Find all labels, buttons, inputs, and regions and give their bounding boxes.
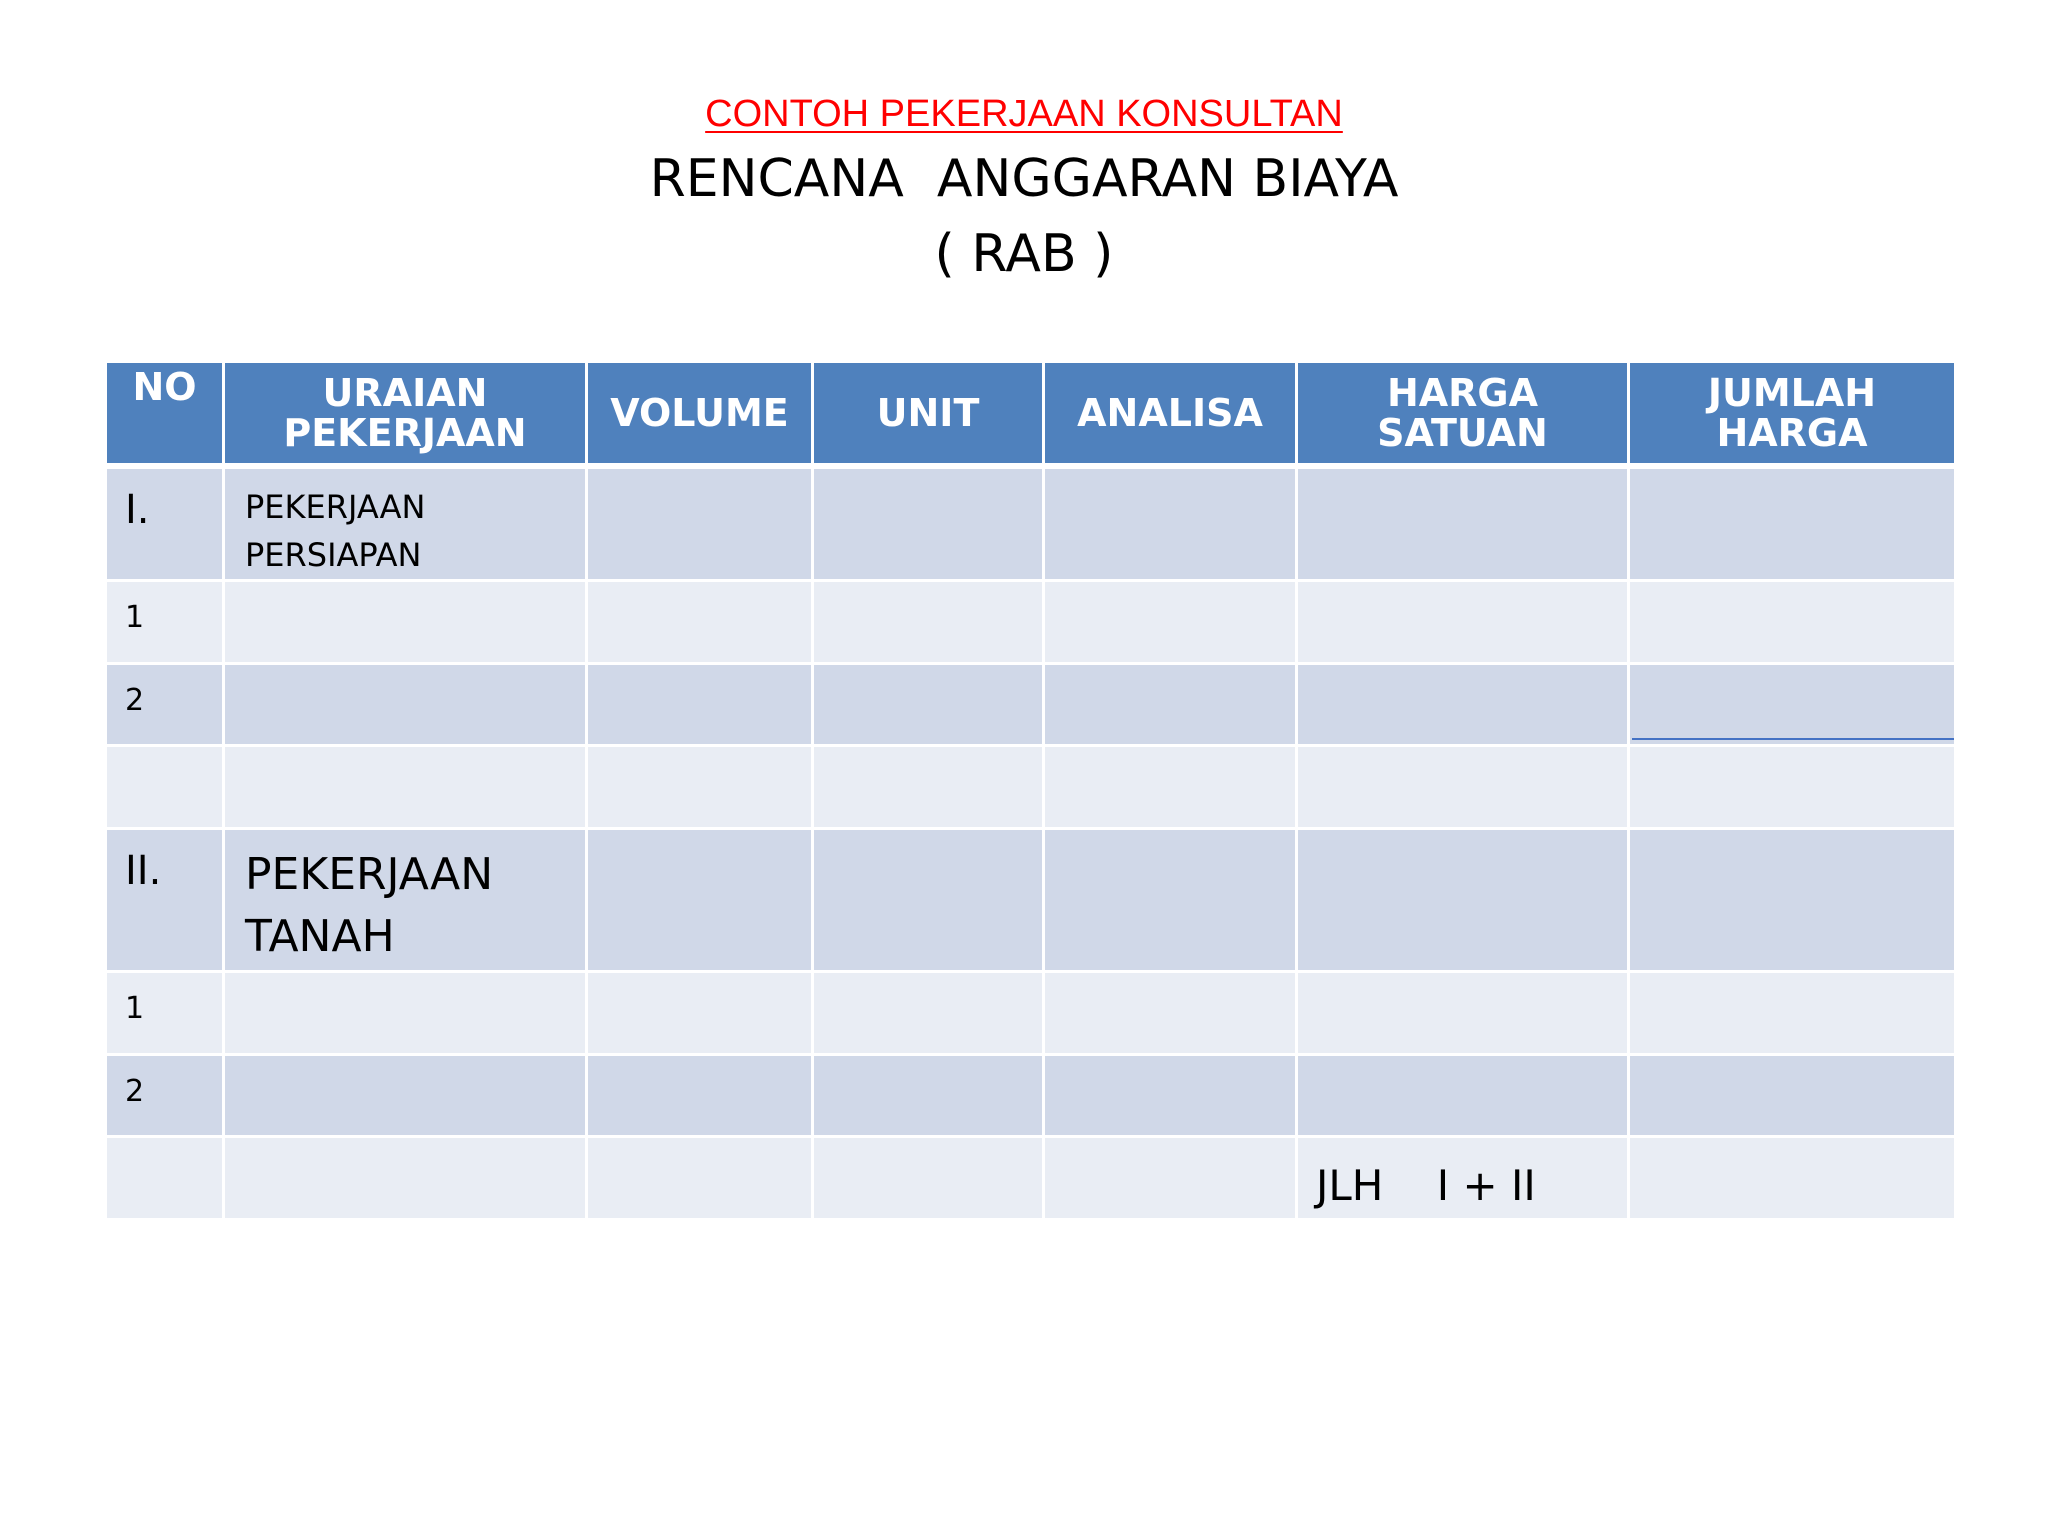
- cell-volume: [587, 1054, 813, 1136]
- table-row: [106, 1054, 1956, 1136]
- cell-volume: [587, 828, 813, 971]
- cell-jumlah-harga: [1629, 466, 1956, 581]
- table-row-section-1: [106, 466, 1956, 581]
- cell-volume: [587, 745, 813, 828]
- cell-unit: [813, 580, 1044, 663]
- table-row: [106, 971, 1956, 1054]
- cell-no: 1: [106, 971, 224, 1054]
- slide-subtitle: CONTOH PEKERJAAN KONSULTAN: [705, 93, 1343, 135]
- cell-jumlah-harga: [1629, 745, 1956, 828]
- cell-no: I.: [106, 466, 224, 581]
- cell-uraian: [224, 1136, 587, 1219]
- cell-uraian: [224, 745, 587, 828]
- cell-no: [106, 1136, 224, 1219]
- table-row: [106, 745, 1956, 828]
- underline-mark: [1632, 738, 1954, 740]
- header-unit: UNIT: [813, 362, 1044, 466]
- cell-no: 1: [106, 580, 224, 663]
- cell-harga-satuan: [1297, 828, 1629, 971]
- cell-analisa: [1044, 663, 1297, 745]
- table-row: [106, 580, 1956, 663]
- cell-no: 2: [106, 663, 224, 745]
- cell-harga-satuan: [1297, 971, 1629, 1054]
- cell-harga-satuan: [1297, 663, 1629, 745]
- cell-jumlah-harga: [1629, 1136, 1956, 1219]
- cell-uraian: [224, 580, 587, 663]
- cell-analisa: [1044, 1136, 1297, 1219]
- header-uraian-pekerjaan: URAIAN PEKERJAAN: [224, 362, 587, 466]
- cell-unit: [813, 1136, 1044, 1219]
- cell-jumlah-harga: [1629, 1054, 1956, 1136]
- slide-title-line-1: RENCANA ANGGARAN BIAYA: [649, 149, 1399, 209]
- cell-jumlah-harga: [1629, 971, 1956, 1054]
- cell-jumlah-harga: [1629, 663, 1956, 745]
- table-header-row: [106, 362, 1956, 466]
- cell-unit: [813, 745, 1044, 828]
- cell-uraian: PEKERJAAN TANAH: [224, 828, 587, 971]
- header-harga-satuan: HARGA SATUAN: [1297, 362, 1629, 466]
- cell-volume: [587, 1136, 813, 1219]
- table-row-section-2: [106, 828, 1956, 971]
- slide-title-line-2: ( RAB ): [934, 224, 1114, 284]
- cell-jumlah-harga: [1629, 828, 1956, 971]
- rab-table: [104, 360, 1957, 1221]
- cell-analisa: [1044, 971, 1297, 1054]
- header-analisa: ANALISA: [1044, 362, 1297, 466]
- cell-volume: [587, 971, 813, 1054]
- table-row: [106, 663, 1956, 745]
- cell-analisa: [1044, 745, 1297, 828]
- table-row-total: [106, 1136, 1956, 1219]
- cell-harga-satuan: [1297, 1054, 1629, 1136]
- cell-analisa: [1044, 466, 1297, 581]
- cell-analisa: [1044, 580, 1297, 663]
- cell-no: 2: [106, 1054, 224, 1136]
- cell-total-label: JLH I + II: [1297, 1136, 1629, 1219]
- cell-no: [106, 745, 224, 828]
- cell-unit: [813, 828, 1044, 971]
- cell-harga-satuan: [1297, 466, 1629, 581]
- cell-analisa: [1044, 828, 1297, 971]
- cell-harga-satuan: [1297, 580, 1629, 663]
- header-volume: VOLUME: [587, 362, 813, 466]
- cell-uraian: PEKERJAAN PERSIAPAN: [224, 466, 587, 581]
- cell-volume: [587, 466, 813, 581]
- cell-unit: [813, 1054, 1044, 1136]
- cell-uraian: [224, 971, 587, 1054]
- cell-volume: [587, 580, 813, 663]
- cell-no: II.: [106, 828, 224, 971]
- cell-uraian: [224, 1054, 587, 1136]
- cell-harga-satuan: [1297, 745, 1629, 828]
- cell-unit: [813, 971, 1044, 1054]
- header-jumlah-harga: JUMLAH HARGA: [1629, 362, 1956, 466]
- cell-unit: [813, 466, 1044, 581]
- cell-unit: [813, 663, 1044, 745]
- cell-jumlah-harga: [1629, 580, 1956, 663]
- cell-uraian: [224, 663, 587, 745]
- cell-analisa: [1044, 1054, 1297, 1136]
- header-no: NO: [106, 362, 224, 466]
- cell-volume: [587, 663, 813, 745]
